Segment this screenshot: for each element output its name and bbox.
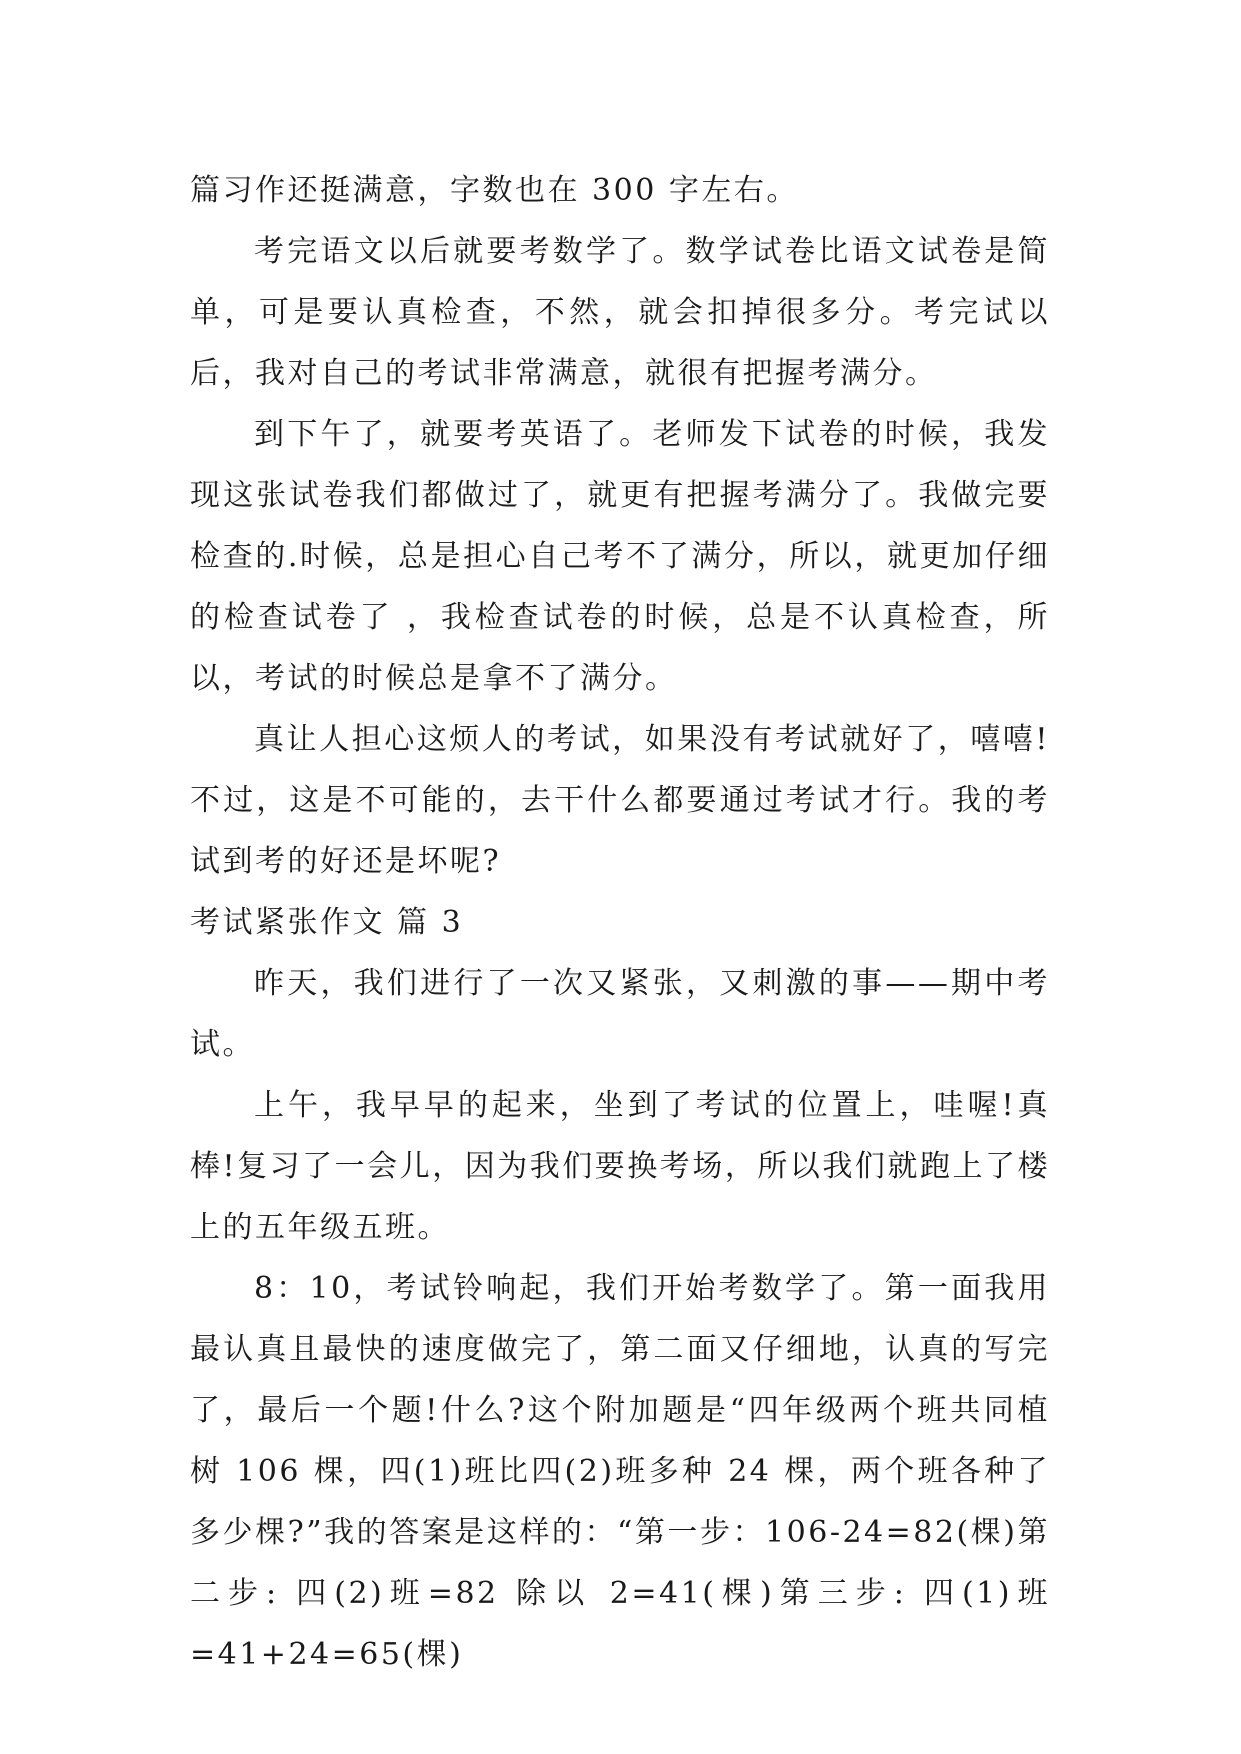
paragraph-continuation: 篇习作还挺满意，字数也在 300 字左右。: [190, 173, 799, 208]
section-heading: 考试紧张作文 篇 3: [190, 905, 464, 940]
paragraph-math-problem: 8：10，考试铃响起，我们开始考数学了。第一面我用最认真且最快的速度做完了，第二面又仔细地，认真的写完了，最后一个题!什么?这个附加题是“四年级两个班共同植树 106 棵，四(1)班比四(2)班多种 24 棵，两个班各种了多少棵?”我的答案是这样的：“第一步：106-24=82(棵)第二步: 四(2)班=82 除以 2=41(棵)第三步: 四(1)班=41+24=65(棵): [190, 1271, 1050, 1672]
paragraph-english-exam: 到下午了，就要考英语了。老师发下试卷的时候，我发现这张试卷我们都做过了，就更有把握考满分了。我做完要检查的.时候，总是担心自己考不了满分，所以，就更加仔细的检查试卷了 ，我检查试卷的时候，总是不认真检查，所以，考试的时候总是拿不了满分。: [190, 417, 1050, 696]
paragraph-yesterday: 昨天，我们进行了一次又紧张，又刺激的事——期中考试。: [190, 966, 1050, 1062]
paragraph-worry: 真让人担心这烦人的考试，如果没有考试就好了，嘻嘻!不过，这是不可能的，去干什么都要通过考试才行。我的考试到考的好还是坏呢?: [190, 722, 1050, 879]
paragraph-math-exam: 考完语文以后就要考数学了。数学试卷比语文试卷是简单，可是要认真检查，不然，就会扣掉很多分。考完试以后，我对自己的考试非常满意，就很有把握考满分。: [190, 234, 1050, 391]
document-page: [190, 160, 1050, 1685]
paragraph-morning: 上午，我早早的起来，坐到了考试的位置上，哇喔!真棒!复习了一会儿，因为我们要换考场，所以我们就跑上了楼上的五年级五班。: [190, 1088, 1050, 1245]
